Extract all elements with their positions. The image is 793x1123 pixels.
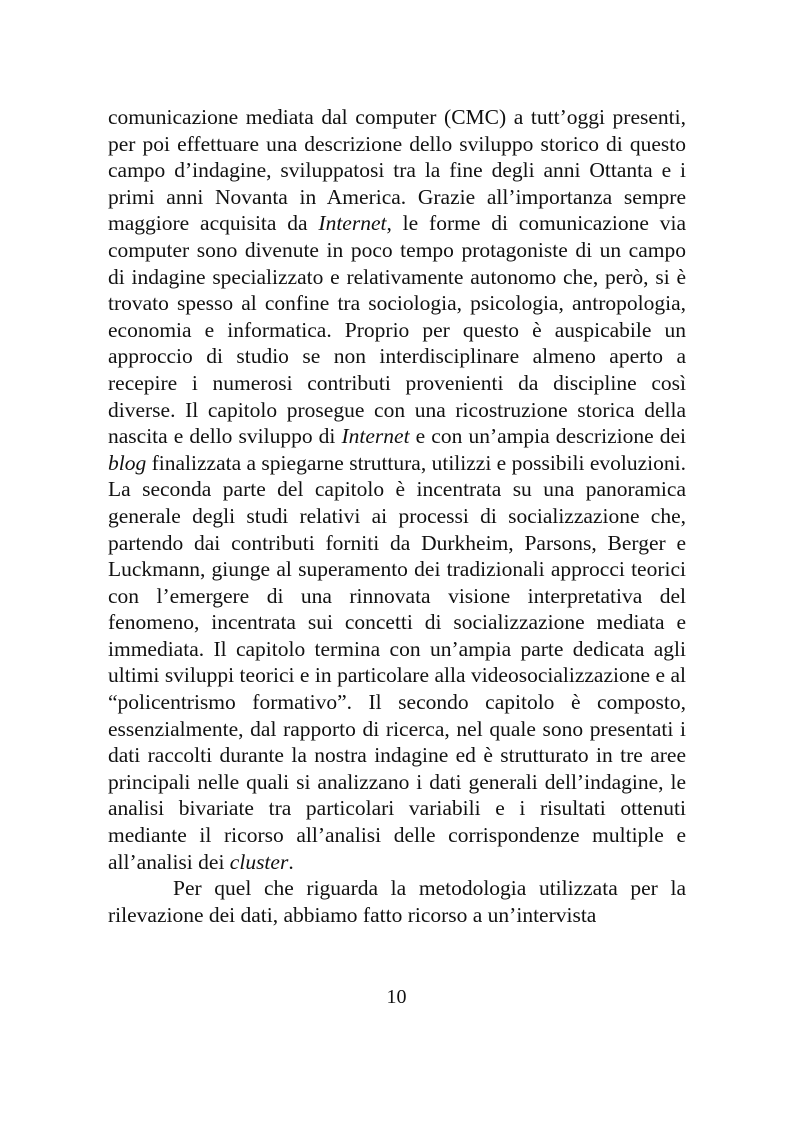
paragraph-1-text-2: , le forme di comunicazione via computer sono divenute in poco tempo protagoniste di un campo di indagine specializzato e relativamente autonomo che, però, si è trovato spesso al confine tra sociologia, psicologia, antropologia, economia e informatica. Proprio per questo è auspicabile un approccio di studio se non interdisciplinare almeno aperto a recepire i numerosi contributi provenienti da discipline così diverse. Il capitolo prosegue con una ricostruzione storica della nascita e dello sviluppo di (108, 211, 686, 449)
paragraph-1-text-1: comunicazione mediata dal computer (CMC) a tutt’oggi presenti, per poi effettuare una descrizione dello sviluppo storico di questo campo d’indagine, sviluppatosi tra la fine degli anni Ottanta e i primi anni Novanta in America. Grazie all’importanza sempre maggiore acquisita da (108, 105, 686, 236)
page-number: 10 (386, 986, 407, 1008)
paragraph-2: Per quel che riguarda la metodologia utilizzata per la rilevazione dei dati, abbiamo fatto ricorso a un’intervista (108, 876, 686, 927)
italic-term-cluster: cluster (229, 849, 289, 874)
paragraph-1-text-3: e con un’ampia descrizione dei (409, 424, 686, 449)
italic-term-internet: Internet (318, 211, 387, 236)
body-text (108, 104, 686, 928)
italic-term-blog: blog (108, 450, 147, 475)
paragraph-1 (108, 104, 686, 875)
page-content (108, 104, 686, 928)
paragraph-1-text-4: finalizzata a spiegarne struttura, utilizzi e possibili evoluzioni. La seconda parte del capitolo è incentrata su una panoramica generale degli studi relativi ai processi di socializzazione che, partendo dai contributi forniti da Durkheim, Parsons, Berger e Luckmann, giunge al superamento dei tradizionali approcci teorici con l’emergere di una rinnovata visione interpretativa del fenomeno, incentrata sui concetti di socializzazione mediata e immediata. Il capitolo termina con un’ampia parte dedicata agli ultimi sviluppi teorici e in particolare alla videosocializzazione e al “policentrismo formativo”. Il secondo capitolo è composto, essenzialmente, dal rapporto di ricerca, nel quale sono presentati i dati raccolti durante la nostra indagine ed è strutturato in tre aree principali nelle quali si analizzano i dati generali dell’indagine, le analisi bivariate tra particolari variabili e i risultati ottenuti mediante il ricorso all’analisi delle corrispondenze multiple e all’analisi dei (108, 450, 686, 874)
italic-term-internet-2: Internet (341, 424, 410, 449)
paragraph-1-text-5: . (288, 849, 294, 874)
